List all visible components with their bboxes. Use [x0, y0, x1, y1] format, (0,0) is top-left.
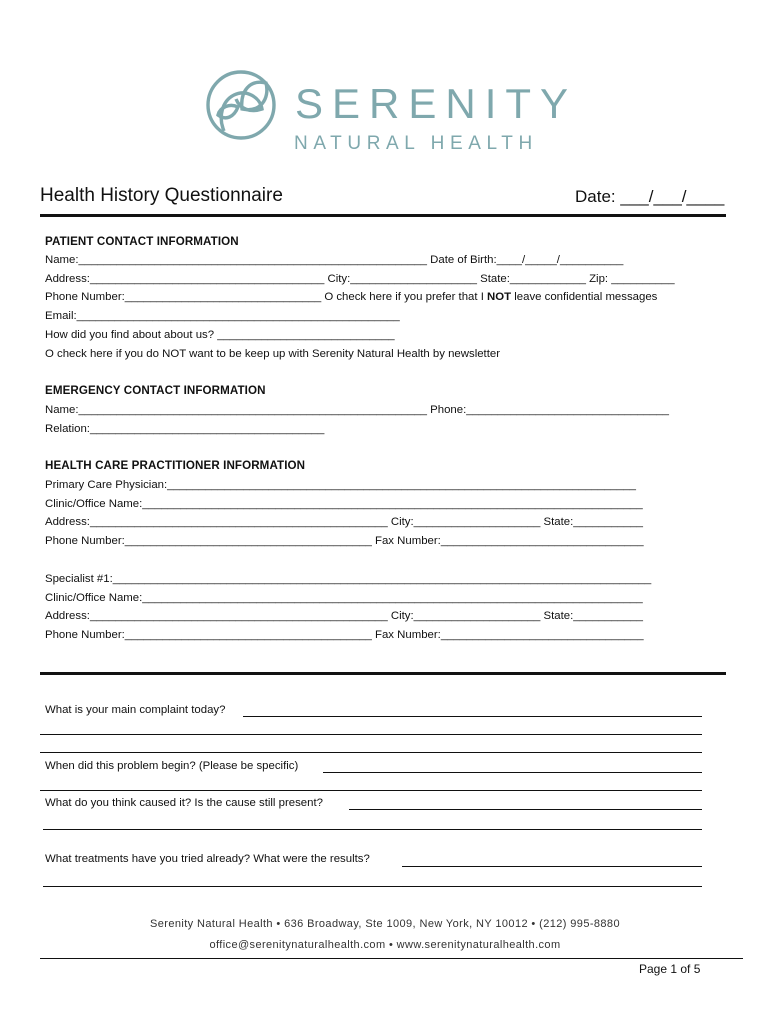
footer-contact: office@serenitynaturalhealth.com • www.serenitynaturalhealth.com — [209, 939, 561, 951]
patient-phone-field[interactable] — [45, 290, 657, 304]
answer-line[interactable] — [40, 734, 702, 735]
answer-line[interactable] — [323, 772, 702, 773]
clinic-address-field[interactable]: Address:_______________________________________________ City:____________________ State:___________ — [45, 516, 643, 528]
clinic-name-field[interactable]: Clinic/Office Name:_______________________________________________________________________________ — [45, 498, 643, 510]
question-onset: When did this problem begin? (Please be specific) — [45, 760, 299, 772]
page-number: Page 1 of 5 — [639, 962, 701, 976]
answer-line[interactable] — [402, 866, 702, 867]
practitioner-heading: HEALTH CARE PRACTITIONER INFORMATION — [45, 459, 306, 472]
header-divider — [40, 214, 726, 217]
newsletter-checkbox[interactable]: O check here if you do NOT want to be keep up with Serenity Natural Health by newsletter — [45, 348, 501, 360]
emergency-relation-field[interactable]: Relation:_____________________________________ — [45, 423, 325, 435]
specialist-field[interactable]: Specialist #1:_____________________________________________________________________________________ — [45, 573, 652, 585]
date-field[interactable]: Date: ___/___/____ — [575, 187, 725, 206]
phone-label: Phone Number:_______________________________ O check here if you prefer that I — [45, 291, 488, 303]
specialist-phone-field[interactable]: Phone Number:_______________________________________ Fax Number:________________________________ — [45, 629, 644, 641]
answer-line[interactable] — [43, 829, 702, 830]
answer-line[interactable] — [43, 886, 702, 887]
specialist-address-field[interactable]: Address:_______________________________________________ City:____________________ State:___________ — [45, 610, 643, 622]
answer-line[interactable] — [40, 790, 702, 791]
question-cause: What do you think caused it? Is the cause still present? — [45, 797, 323, 809]
logo-title: SERENITY — [295, 80, 578, 127]
referral-field[interactable]: How did you find about about us? ____________________________ — [45, 329, 395, 341]
emergency-heading: EMERGENCY CONTACT INFORMATION — [45, 384, 266, 397]
patient-name-field[interactable]: Name:_______________________________________________________ Date of Birth:____/_____/__________ — [45, 254, 624, 266]
question-complaint: What is your main complaint today? — [45, 704, 226, 716]
patient-email-field[interactable]: Email:___________________________________________________ — [45, 310, 400, 322]
phone-message-text: leave confidential messages — [511, 291, 658, 303]
logo-subtitle: NATURAL HEALTH — [294, 133, 538, 154]
page-title: Health History Questionnaire — [40, 185, 283, 206]
clinic-phone-field[interactable]: Phone Number:_______________________________________ Fax Number:________________________________ — [45, 535, 644, 547]
section-divider — [40, 672, 726, 675]
footer-address: Serenity Natural Health • 636 Broadway, Ste 1009, New York, NY 10012 • (212) 995-8880 — [150, 918, 620, 930]
logo-mark-icon — [204, 69, 278, 141]
patient-heading: PATIENT CONTACT INFORMATION — [45, 235, 239, 248]
emergency-name-field[interactable]: Name:_______________________________________________________ Phone:________________________________ — [45, 404, 669, 416]
specialist-clinic-field[interactable]: Clinic/Office Name:_______________________________________________________________________________ — [45, 592, 643, 604]
footer-divider — [40, 958, 743, 959]
question-treatments: What treatments have you tried already? What were the results? — [45, 853, 370, 865]
answer-line[interactable] — [243, 716, 702, 717]
answer-line[interactable] — [40, 752, 702, 753]
patient-address-field[interactable]: Address:_____________________________________ City:____________________ State:____________ Zip: __________ — [45, 273, 675, 285]
not-emphasis: NOT — [487, 291, 512, 303]
answer-line[interactable] — [349, 809, 702, 810]
pcp-field[interactable]: Primary Care Physician:__________________________________________________________________________ — [45, 479, 636, 491]
